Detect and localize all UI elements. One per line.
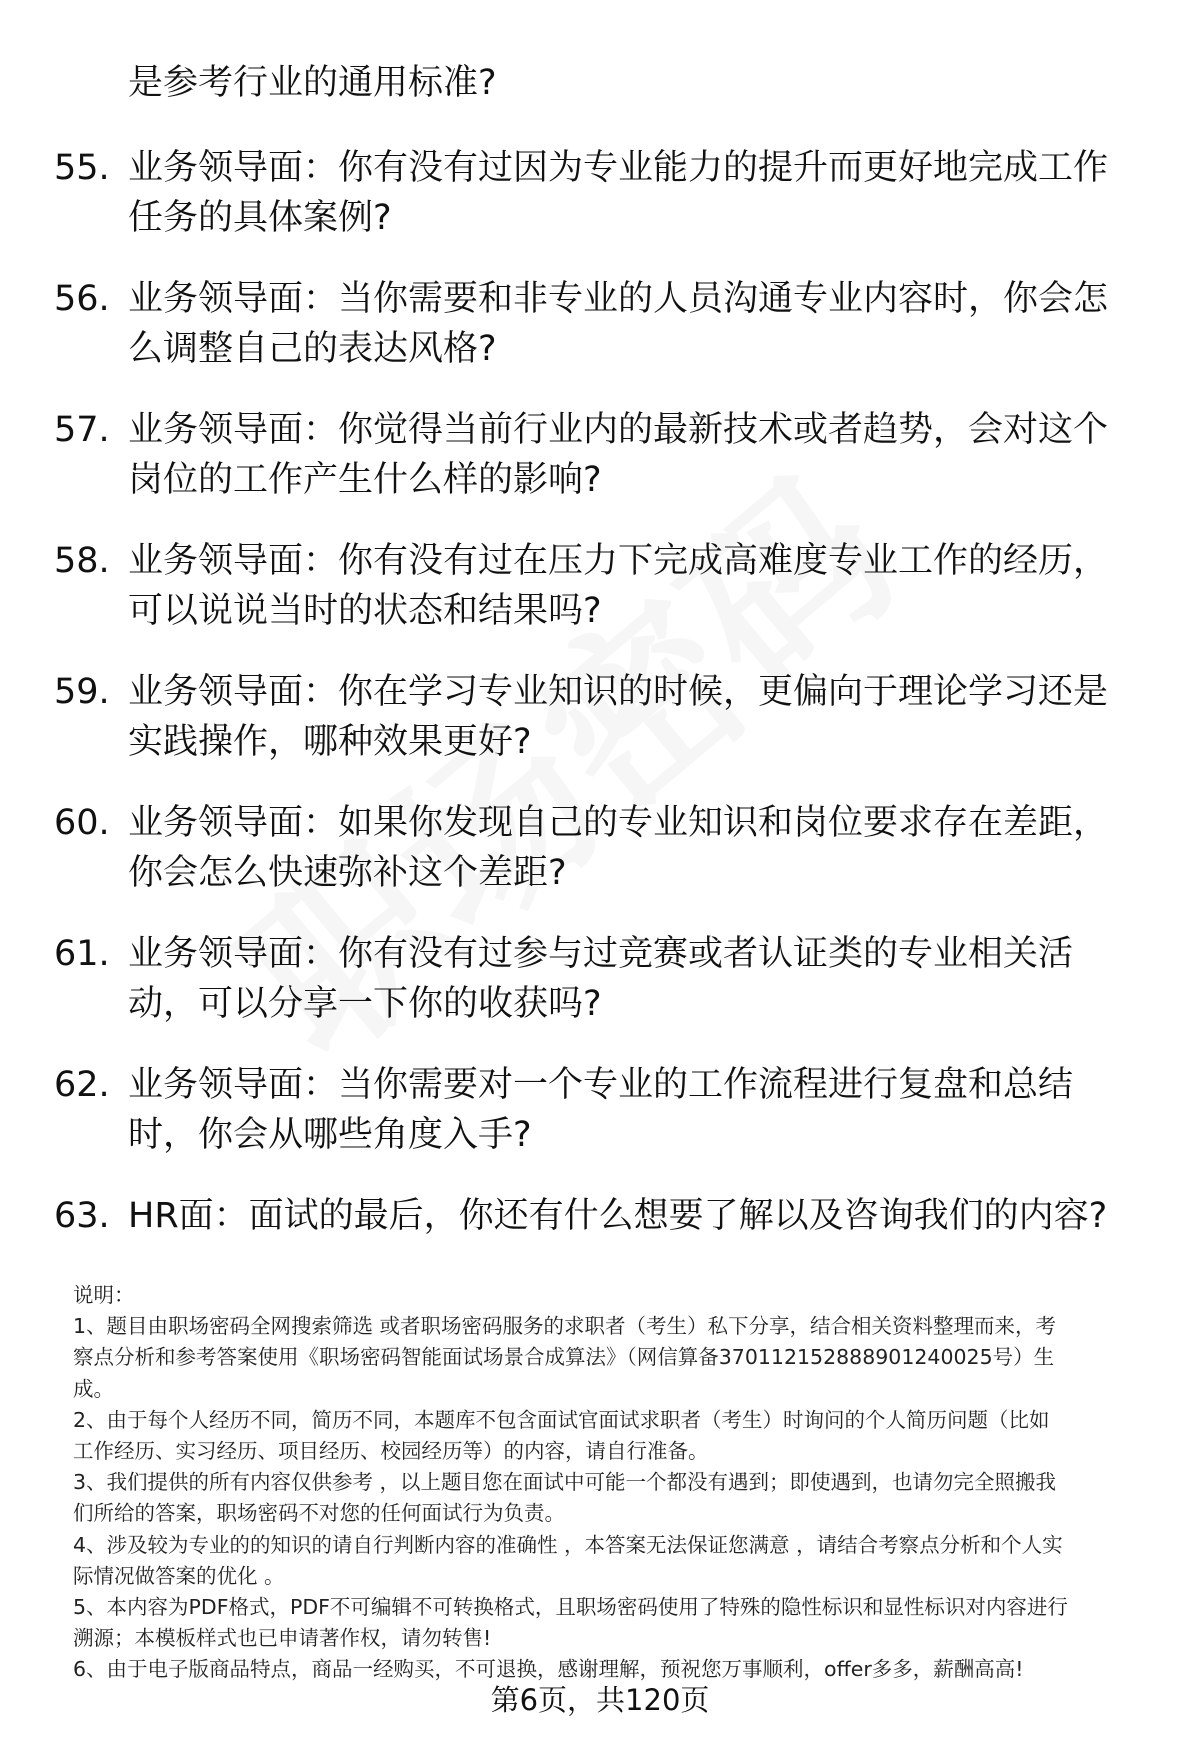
notes-section [73, 1280, 1173, 1686]
notes-line: 成。 [73, 1376, 114, 1401]
question-lines [128, 667, 1108, 767]
question-number: 57. [54, 410, 110, 450]
question-line: 时，你会从哪些角度入手? [128, 1115, 532, 1155]
question-line: 业务领导面：如果你发现自己的专业知识和岗位要求存在差距， [128, 803, 1109, 843]
page-number: 第6页，共120页 [490, 1683, 710, 1717]
notes-title: 说明： [73, 1283, 135, 1307]
question-number: 55. [54, 148, 110, 188]
question-line: 业务领导面：当你需要对一个专业的工作流程进行复盘和总结 [128, 1065, 1074, 1105]
question-lines [128, 536, 1108, 636]
notes-line: 际情况做答案的优化 。 [73, 1563, 285, 1588]
question-lines [128, 798, 1108, 898]
question-number: 62. [54, 1065, 110, 1105]
question-number: 60. [54, 803, 110, 843]
question-lines [128, 58, 497, 108]
notes-line: 们所给的答案，职场密码不对您的任何面试行为负责。 [73, 1501, 565, 1526]
notes-line: 4、涉及较为专业的的知识的请自行判断内容的准确性 ，本答案无法保证您满意 ，请结合考察点分析和个人实 [73, 1532, 1063, 1557]
question-lines [128, 929, 1073, 1029]
question-line: 业务领导面：当你需要和非专业的人员沟通专业内容时，你会怎 [128, 279, 1109, 319]
question-lines [128, 1060, 1073, 1160]
question-lines [128, 274, 1108, 374]
question-line: 业务领导面：你有没有过因为专业能力的提升而更好地完成工作 [128, 148, 1109, 188]
question-line: 是参考行业的通用标准? [128, 63, 497, 103]
notes-line: 工作经历、实习经历、项目经历、校园经历等）的内容，请自行准备。 [73, 1439, 709, 1464]
notes-line: 察点分析和参考答案使用《职场密码智能面试场景合成算法》（网信算备370112152888901240025号）生 [73, 1345, 1055, 1370]
question-line: 业务领导面：你有没有过参与过竞赛或者认证类的专业相关活 [128, 934, 1074, 974]
question-lines [128, 143, 1108, 243]
question-line: 业务领导面：你觉得当前行业内的最新技术或者趋势，会对这个 [128, 410, 1109, 450]
question-line: 岗位的工作产生什么样的影响? [128, 460, 602, 500]
question-line: 任务的具体案例? [128, 198, 392, 238]
notes-line: 溯源；本模板样式也已申请著作权，请勿转售! [73, 1626, 492, 1651]
notes-line: 6、由于电子版商品特点，商品一经购买，不可退换，感谢理解，预祝您万事顺利，offer多多，薪酬高高! [73, 1657, 1024, 1682]
question-line: 动，可以分享一下你的收获吗? [128, 984, 602, 1024]
question-line: 业务领导面：你在学习专业知识的时候，更偏向于理论学习还是 [128, 672, 1109, 712]
question-lines [128, 405, 1108, 505]
question-line: 你会怎么快速弥补这个差距? [128, 853, 567, 893]
question-lines [128, 1191, 1107, 1241]
notes-line: 1、题目由职场密码全网搜索筛选 或者职场密码服务的求职者（考生）私下分享，结合相关资料整理而来，考 [73, 1314, 1057, 1339]
notes-line: 2、由于每个人经历不同，简历不同，本题库不包含面试官面试求职者（考生）时询问的个人简历问题（比如 [73, 1407, 1050, 1432]
question-number: 59. [54, 672, 110, 712]
question-line: 可以说说当时的状态和结果吗? [128, 591, 602, 631]
question-line: 业务领导面：你有没有过在压力下完成高难度专业工作的经历， [128, 541, 1109, 581]
question-line: 么调整自己的表达风格? [128, 329, 497, 369]
question-number: 58. [54, 541, 110, 581]
question-number: 61. [54, 934, 110, 974]
question-number: 63. [54, 1196, 110, 1236]
question-line: HR面：面试的最后，你还有什么想要了解以及咨询我们的内容? [128, 1196, 1108, 1236]
question-line: 实践操作，哪种效果更好? [128, 722, 532, 762]
question-number: 56. [54, 279, 110, 319]
notes-line: 3、我们提供的所有内容仅供参考 ，以上题目您在面试中可能一个都没有遇到；即使遇到，也请勿完全照搬我 [73, 1470, 1057, 1495]
notes-line: 5、本内容为PDF格式，PDF不可编辑不可转换格式，且职场密码使用了特殊的隐性标识和显性标识对内容进行 [73, 1595, 1068, 1620]
